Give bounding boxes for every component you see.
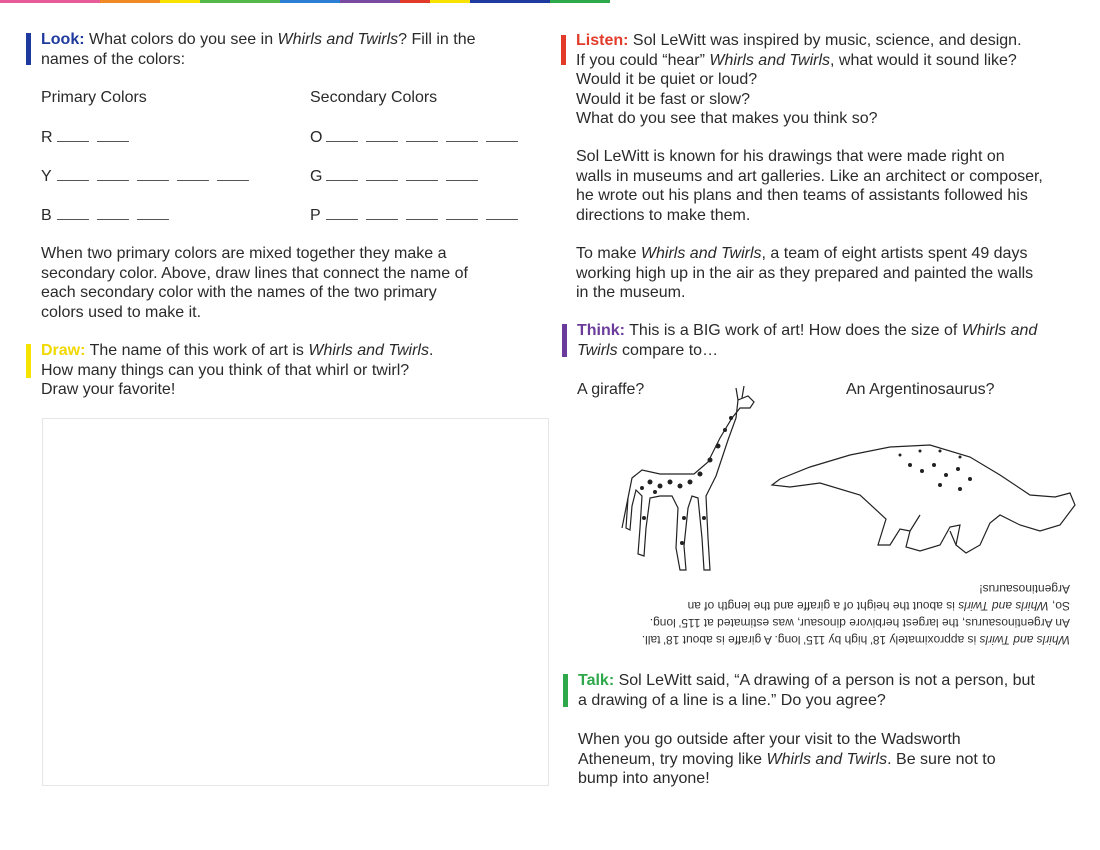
draw-line3: Draw your favorite!	[41, 381, 176, 398]
team-line-3: in the museum.	[576, 284, 686, 301]
listen-marker	[561, 35, 566, 65]
color-strip-segment	[280, 0, 340, 3]
giraffe-label: A giraffe?	[577, 381, 645, 398]
letter-blank[interactable]	[97, 219, 129, 220]
letter-blank[interactable]	[97, 180, 129, 181]
talk-para-line3: bump into anyone!	[578, 770, 710, 787]
color-letter: O	[310, 129, 323, 146]
mix-line-2: secondary color. Above, draw lines that connect the name of	[41, 264, 468, 282]
color-strip-segment	[470, 0, 550, 3]
talk-para-line1: When you go outside after your visit to the Wadsworth	[578, 731, 961, 748]
color-letter: R	[41, 129, 53, 146]
answer-line-3-b: is about the height of a giraffe and the length of an	[687, 599, 959, 613]
argentinosaurus-drawing	[770, 435, 1080, 565]
letter-blank[interactable]	[177, 180, 209, 181]
lewitt-line-4: directions to make them.	[576, 206, 751, 224]
talk-para-line2-b: . Be sure not to	[887, 750, 996, 768]
talk-marker	[563, 674, 568, 707]
answer-line-3-a: So,	[1048, 599, 1070, 613]
letter-blank[interactable]	[406, 141, 438, 142]
mix-line-3: each secondary color with the names of the two primary	[41, 284, 437, 301]
letter-blank[interactable]	[366, 219, 398, 220]
letter-blank[interactable]	[57, 180, 89, 181]
letter-blank[interactable]	[97, 141, 129, 142]
think-keyword: Think:	[577, 322, 625, 339]
draw-text-b: .	[428, 342, 434, 359]
look-text-a: What colors do you see in	[84, 31, 278, 48]
draw-keyword: Draw:	[41, 342, 86, 359]
draw-section	[41, 341, 541, 400]
draw-text-a: The name of this work of art is	[85, 342, 309, 359]
letter-blank[interactable]	[366, 141, 398, 142]
think-title-a: Whirls and	[961, 322, 1038, 339]
look-title: Whirls and Twirls	[277, 31, 399, 48]
letter-blank[interactable]	[137, 219, 169, 220]
listen-line3: Would it be quiet or loud?	[576, 71, 758, 88]
answer-line-4: Argentinosaurus!	[979, 582, 1070, 596]
talk-line2: a drawing of a line is a line.” Do you agree?	[578, 691, 886, 709]
color-strip-segment	[200, 0, 280, 3]
color-letter: B	[41, 207, 52, 224]
letter-blank[interactable]	[326, 141, 358, 142]
color-strip-segment	[550, 0, 610, 3]
talk-paragraph	[578, 730, 1078, 789]
letter-blank[interactable]	[326, 180, 358, 181]
think-marker	[562, 324, 567, 357]
letter-blank[interactable]	[446, 141, 478, 142]
draw-marker	[26, 344, 31, 378]
letter-blank[interactable]	[326, 219, 358, 220]
primary-heading: Primary Colors	[41, 89, 147, 106]
color-strip-segment	[100, 0, 160, 3]
color-fill-row	[310, 206, 526, 226]
color-strip	[0, 0, 610, 3]
listen-line4: Would it be fast or slow?	[576, 90, 751, 108]
mix-line-1: When two primary colors are mixed together they make a	[41, 245, 447, 262]
answer-title-3: Whirls and Twirls	[958, 599, 1049, 613]
look-keyword: Look:	[41, 31, 85, 48]
letter-blank[interactable]	[57, 141, 89, 142]
team-text-b: , a team of eight artists spent 49 days	[761, 245, 1028, 262]
draw-title: Whirls and Twirls	[308, 342, 429, 359]
letter-blank[interactable]	[486, 141, 518, 142]
secondary-heading: Secondary Colors	[310, 89, 438, 106]
lewitt-line-1: Sol LeWitt is known for his drawings that were made right on	[576, 148, 1005, 165]
color-strip-segment	[430, 0, 470, 3]
answer-line-2: An Argentinosaurus, the largest herbivore dinosaur, was estimated at 115’ long.	[649, 616, 1070, 630]
letter-blank[interactable]	[446, 180, 478, 181]
lewitt-line-3: he wrote out his plans and then teams of assistants followed his	[576, 187, 1028, 204]
dinosaur-label: An Argentinosaurus?	[846, 381, 995, 398]
letter-blank[interactable]	[406, 180, 438, 181]
look-line2: names of the colors:	[41, 50, 186, 68]
lewitt-paragraph	[576, 147, 1086, 225]
listen-line5: What do you see that makes you think so?	[576, 110, 878, 127]
listen-section	[576, 31, 1076, 129]
team-line-2: working high up in the air as they prepared and painted the walls	[576, 264, 1034, 282]
team-title: Whirls and Twirls	[640, 245, 762, 262]
talk-title: Whirls and Twirls	[766, 750, 888, 768]
listen-line2-b: , what would it sound like?	[830, 51, 1017, 69]
lewitt-line-2: walls in museums and art galleries. Like an architect or composer,	[576, 167, 1043, 185]
think-text-b: compare to…	[617, 341, 719, 359]
color-fill-row	[310, 128, 526, 148]
mix-paragraph	[41, 244, 541, 322]
letter-blank[interactable]	[137, 180, 169, 181]
color-letter: Y	[41, 168, 52, 185]
color-fill-row	[41, 128, 137, 148]
color-letter: P	[310, 207, 321, 224]
think-text-a: This is a BIG work of art! How does the size of	[625, 322, 962, 339]
color-fill-row	[310, 167, 486, 187]
talk-section	[578, 671, 1078, 710]
listen-line1: Sol LeWitt was inspired by music, science, and design.	[628, 32, 1022, 49]
answer-title-1: Whirls and Twirls	[979, 633, 1070, 647]
look-section	[41, 30, 541, 69]
listen-title: Whirls and Twirls	[709, 51, 831, 69]
letter-blank[interactable]	[366, 180, 398, 181]
look-text-b: ? Fill in the	[398, 31, 476, 48]
color-letter: G	[310, 168, 323, 185]
letter-blank[interactable]	[406, 219, 438, 220]
upside-down-answer	[620, 580, 1070, 648]
listen-keyword: Listen:	[576, 32, 629, 49]
look-intro	[41, 30, 541, 69]
look-marker	[26, 33, 31, 65]
think-title-b: Twirls	[577, 341, 618, 359]
team-text-a: To make	[576, 245, 641, 262]
letter-blank[interactable]	[217, 180, 249, 181]
team-paragraph	[576, 244, 1086, 303]
color-strip-segment	[400, 0, 430, 3]
draw-line2: How many things can you think of that whirl or twirl?	[41, 361, 410, 379]
letter-blank[interactable]	[446, 219, 478, 220]
listen-line2-a: If you could “hear”	[576, 51, 710, 69]
letter-blank[interactable]	[486, 219, 518, 220]
talk-para-line2-a: Atheneum, try moving like	[578, 750, 767, 768]
answer-line-1: is approximately 18’ high by 115’ long. A giraffe is about 18’ tall.	[641, 633, 980, 647]
color-strip-segment	[160, 0, 200, 3]
color-fill-row	[41, 206, 177, 226]
mix-line-4: colors used to make it.	[41, 303, 202, 321]
think-section	[577, 321, 1077, 360]
talk-keyword: Talk:	[578, 672, 615, 689]
color-strip-segment	[340, 0, 400, 3]
talk-line1: Sol LeWitt said, “A drawing of a person is not a person, but	[614, 672, 1035, 689]
color-fill-row	[41, 167, 257, 187]
letter-blank[interactable]	[57, 219, 89, 220]
giraffe-drawing	[620, 378, 760, 578]
drawing-area[interactable]	[42, 418, 549, 786]
color-strip-segment	[0, 0, 100, 3]
